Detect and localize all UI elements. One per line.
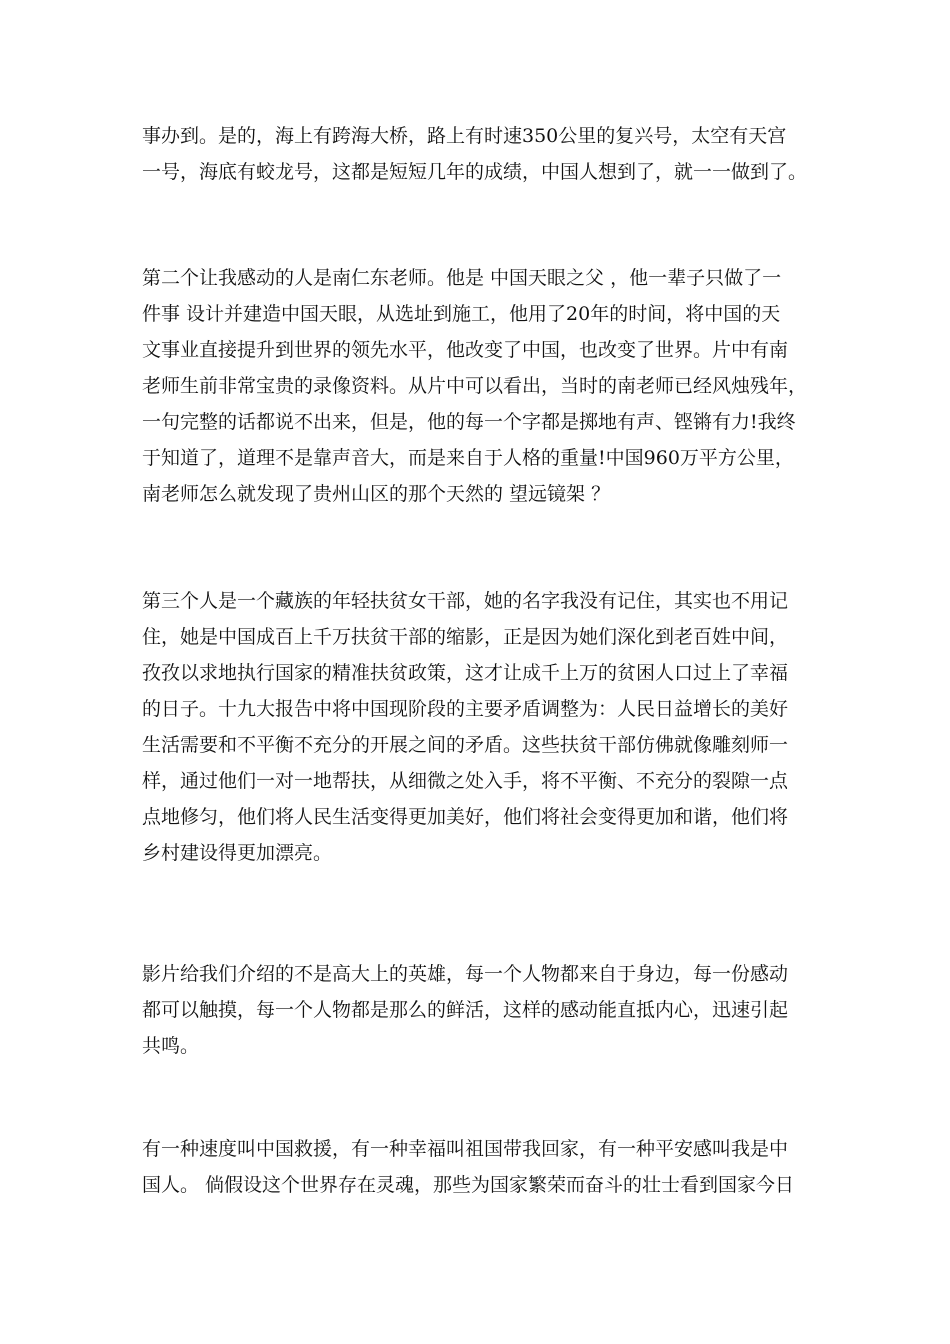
text-line: 样，通过他们一对一地帮扶，从细微之处入手，将不平衡、不充分的裂隙一点 [142, 770, 789, 792]
text-line: 于知道了，道理不是靠声音大，而是来自于人格的重量!中国960万平方公里， [142, 447, 794, 469]
text-line: 一号，海底有蛟龙号，这都是短短几年的成绩，中国人想到了，就一一做到了。 [142, 161, 808, 183]
text-line: 老师生前非常宝贵的录像资料。从片中可以看出，当时的南老师已经风烛残年， [142, 375, 808, 397]
paragraph-2 [142, 260, 812, 512]
text-line: 有一种速度叫中国救援，有一种幸福叫祖国带我回家，有一种平安感叫我是中 [142, 1138, 789, 1160]
text-line: 住，她是中国成百上千万扶贫干部的缩影，正是因为她们深化到老百姓中间， [142, 626, 789, 648]
text-line: 影片给我们介绍的不是高大上的英雄，每一个人物都来自于身边，每一份感动 [142, 963, 789, 985]
text-line: 事办到。是的，海上有跨海大桥，路上有时速350公里的复兴号，太空有天宫 [142, 125, 787, 147]
paragraph-1 [142, 118, 812, 190]
text-line: 南老师怎么就发现了贵州山区的那个天然的 望远镜架 ？ [142, 483, 611, 505]
text-line: 孜孜以求地执行国家的精准扶贫政策，这才让成千上万的贫困人口过上了幸福 [142, 662, 789, 684]
text-line: 都可以触摸，每一个人物都是那么的鲜活，这样的感动能直抵内心，迅速引起 [142, 999, 789, 1021]
text-line: 乡村建设得更加漂亮。 [142, 842, 333, 864]
paragraph-5 [142, 1131, 812, 1203]
text-line: 的日子。十九大报告中将中国现阶段的主要矛盾调整为：人民日益增长的美好 [142, 698, 789, 720]
text-line: 第三个人是一个藏族的年轻扶贫女干部，她的名字我没有记住，其实也不用记 [142, 590, 789, 612]
text-line: 第二个让我感动的人是南仁东老师。他是 中国天眼之父 ，他一辈子只做了一 [142, 267, 782, 289]
text-line: 一句完整的话都说不出来，但是，他的每一个字都是掷地有声、铿锵有力!我终 [142, 411, 796, 433]
text-line: 件事 设计并建造中国天眼，从选址到施工，他用了20年的时间，将中国的天 [142, 303, 781, 325]
paragraph-4 [142, 956, 812, 1064]
paragraph-3 [142, 583, 812, 871]
text-line: 共鸣。 [142, 1035, 200, 1057]
text-line: 国人。 倘假设这个世界存在灵魂，那些为国家繁荣而奋斗的壮士看到国家今日 [142, 1174, 795, 1196]
text-line: 文事业直接提升到世界的领先水平，他改变了中国，也改变了世界。片中有南 [142, 339, 789, 361]
text-line: 点地修匀，他们将人民生活变得更加美好，他们将社会变得更加和谐，他们将 [142, 806, 789, 828]
text-line: 生活需要和不平衡不充分的开展之间的矛盾。这些扶贫干部仿佛就像雕刻师一 [142, 734, 789, 756]
